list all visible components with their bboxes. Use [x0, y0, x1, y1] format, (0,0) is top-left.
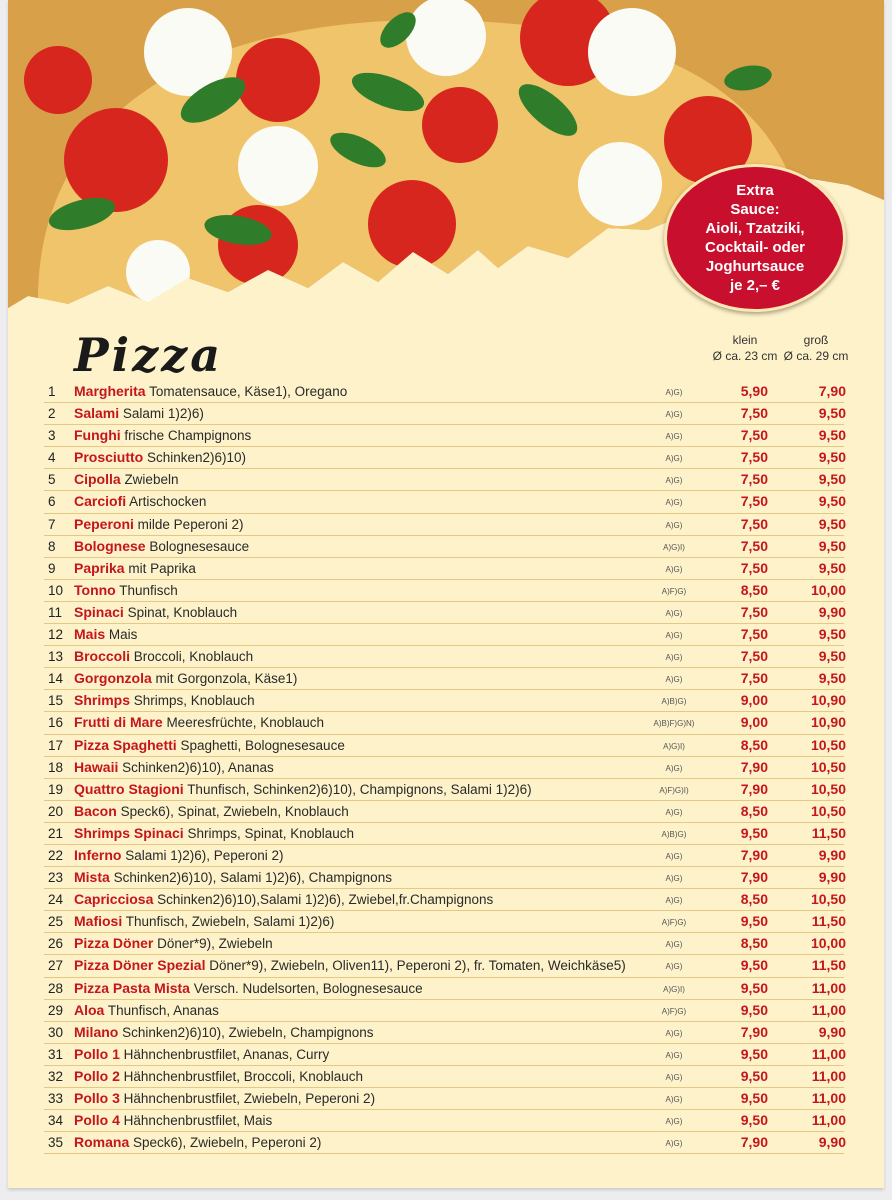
item-allergens: A)G) — [665, 807, 683, 817]
item-description: Thunfisch, Zwiebeln, Salami 1)2)6) — [125, 914, 335, 930]
menu-item-row — [44, 1044, 844, 1066]
price-small: 8,50 — [740, 802, 768, 819]
menu-item-row — [44, 1066, 844, 1088]
item-description: Thunfisch — [119, 582, 178, 598]
price-small: 9,50 — [740, 1001, 768, 1018]
item-number: 27 — [48, 958, 64, 974]
item-description: Schinken2)6)10) — [147, 450, 247, 466]
item-name: Mais — [74, 626, 106, 643]
item-description: mit Gorgonzola, Käse1) — [155, 671, 298, 687]
item-number: 18 — [48, 759, 64, 775]
price-large: 9,90 — [818, 869, 846, 886]
item-name: Bacon — [74, 802, 117, 819]
item-name: Bolognese — [74, 537, 146, 554]
item-allergens: A)G)I) — [663, 542, 685, 552]
price-large: 11,00 — [811, 1067, 846, 1084]
item-title — [74, 646, 253, 667]
item-name: Salami — [74, 405, 120, 422]
item-description: Schinken2)6)10), Ananas — [122, 759, 274, 775]
item-allergens: A)G) — [665, 851, 683, 861]
price-small: 9,00 — [740, 692, 768, 709]
item-allergens: A)B)G) — [661, 697, 687, 707]
price-small: 7,90 — [740, 1023, 768, 1040]
item-description: Spinat, Knoblauch — [127, 604, 238, 620]
menu-item-row — [44, 558, 844, 580]
item-number: 13 — [48, 649, 64, 665]
menu-item-row — [44, 801, 844, 823]
item-description: mit Paprika — [128, 560, 196, 576]
menu-item-row — [44, 757, 844, 779]
price-large: 9,50 — [818, 670, 846, 687]
price-small: 7,50 — [740, 471, 768, 488]
item-description: Thunfisch, Ananas — [107, 1002, 219, 1018]
item-number: 3 — [48, 428, 56, 444]
price-small: 9,50 — [740, 1090, 768, 1106]
item-name: Pizza Döner — [74, 935, 154, 952]
price-small: 7,50 — [740, 427, 768, 444]
item-name: Quattro Stagioni — [74, 780, 184, 797]
item-title — [74, 1110, 272, 1131]
item-name: Inferno — [74, 846, 122, 863]
menu-item-row — [44, 779, 844, 801]
menu-item-row — [44, 978, 844, 1000]
item-name: Margherita — [74, 383, 146, 399]
price-large: 10,50 — [810, 736, 846, 753]
item-title — [74, 933, 273, 954]
item-name: Pizza Döner Spezial — [74, 957, 206, 974]
price-small: 8,50 — [740, 736, 768, 753]
price-large: 10,50 — [810, 758, 846, 775]
price-large: 10,00 — [810, 935, 846, 952]
item-description: Artischocken — [129, 494, 207, 510]
item-description: Hähnchenbrustfilet, Broccoli, Knoblauch — [123, 1068, 364, 1084]
item-description: Döner*9), Zwiebeln, Oliven11), Peperoni 2), fr. Tomaten, Weichkäse5) — [209, 958, 626, 974]
price-large: 11,50 — [811, 824, 846, 841]
price-large: 9,50 — [818, 626, 846, 643]
price-small: 7,90 — [740, 780, 768, 797]
item-number: 23 — [48, 870, 64, 886]
price-small: 7,50 — [740, 493, 768, 510]
price-small: 9,50 — [740, 957, 768, 974]
item-name: Aloa — [74, 1001, 105, 1018]
menu-item-row — [44, 425, 844, 447]
item-allergens: A)G) — [665, 896, 683, 906]
item-description: Meeresfrüchte, Knoblauch — [166, 715, 325, 731]
price-large: 11,00 — [811, 1090, 846, 1106]
item-number: 21 — [48, 825, 64, 841]
price-small: 7,50 — [740, 626, 768, 643]
item-number: 7 — [48, 516, 56, 532]
item-title — [74, 425, 251, 446]
price-small: 7,90 — [740, 846, 768, 863]
item-name: Hawaii — [74, 758, 119, 775]
item-allergens: A)G) — [665, 454, 683, 464]
item-title — [74, 845, 284, 866]
item-title — [74, 757, 274, 778]
item-allergens: A)G) — [665, 1028, 683, 1038]
menu-item-row — [44, 624, 844, 646]
item-number: 4 — [48, 450, 56, 466]
item-name: Carciofi — [74, 493, 127, 510]
menu-item-row — [44, 845, 844, 867]
price-large: 9,90 — [818, 846, 846, 863]
item-description: Döner*9), Zwiebeln — [157, 936, 273, 952]
price-small: 7,90 — [740, 758, 768, 775]
pizza-menu-list — [44, 381, 844, 1154]
price-large: 9,50 — [818, 449, 846, 466]
menu-item-row — [44, 1022, 844, 1044]
item-number: 28 — [48, 980, 64, 996]
item-number: 1 — [48, 384, 56, 399]
price-large: 11,50 — [811, 957, 846, 974]
item-name: Mafiosi — [74, 913, 123, 930]
item-allergens: A)B)G) — [661, 829, 687, 839]
item-number: 26 — [48, 936, 64, 952]
item-name: Capricciosa — [74, 891, 154, 908]
item-number: 31 — [48, 1046, 64, 1062]
extra-sauce-badge — [664, 164, 846, 312]
item-name: Mista — [74, 869, 110, 886]
item-allergens: A)G) — [665, 498, 683, 508]
size-large-label: groß — [803, 333, 829, 347]
item-name: Funghi — [74, 427, 121, 444]
item-name: Prosciutto — [74, 449, 144, 466]
item-number: 33 — [48, 1091, 64, 1106]
item-title — [74, 558, 196, 579]
item-title — [74, 690, 255, 711]
item-name: Broccoli — [74, 648, 131, 665]
price-small: 7,90 — [740, 1134, 768, 1151]
menu-item-row — [44, 602, 844, 624]
item-number: 24 — [48, 892, 64, 908]
item-title — [74, 735, 345, 756]
item-allergens: A)F)G) — [661, 586, 687, 596]
menu-item-row — [44, 933, 844, 955]
item-allergens: A)F)G) — [661, 1006, 687, 1016]
menu-item-row — [44, 735, 844, 757]
menu-item-row — [44, 536, 844, 558]
item-description: Spaghetti, Bolognesesauce — [180, 737, 345, 753]
item-name: Romana — [74, 1134, 130, 1151]
item-allergens: A)G) — [665, 476, 683, 486]
price-large: 9,50 — [818, 405, 846, 422]
size-small-label: klein — [732, 333, 758, 347]
item-name: Milano — [74, 1023, 119, 1040]
menu-item-row — [44, 668, 844, 690]
item-title — [74, 955, 626, 976]
item-description: Schinken2)6)10),Salami 1)2)6), Zwiebel,fr.Champignons — [157, 892, 494, 908]
item-description: Broccoli, Knoblauch — [133, 649, 254, 665]
item-name: Cipolla — [74, 471, 121, 488]
item-description: Bolognesesauce — [149, 538, 250, 554]
item-number: 12 — [48, 627, 64, 643]
item-number: 10 — [48, 582, 64, 598]
item-title — [74, 889, 493, 910]
item-allergens: A)G) — [665, 520, 683, 530]
menu-item-row — [44, 823, 844, 845]
item-name: Pollo 4 — [74, 1112, 120, 1129]
item-title — [74, 1044, 329, 1065]
item-title — [74, 867, 392, 888]
item-name: Pollo 2 — [74, 1067, 120, 1084]
item-title — [74, 469, 178, 490]
menu-item-row — [44, 447, 844, 469]
item-number: 19 — [48, 781, 64, 797]
item-allergens: A)G) — [665, 1095, 683, 1104]
price-large: 9,50 — [818, 559, 846, 576]
item-description: Salami 1)2)6) — [122, 406, 204, 422]
price-large: 9,90 — [818, 603, 846, 620]
item-title — [74, 1088, 375, 1109]
price-large: 9,50 — [818, 493, 846, 510]
item-number: 16 — [48, 715, 64, 731]
price-small: 5,90 — [740, 383, 768, 399]
item-name: Peperoni — [74, 515, 134, 532]
price-large: 10,50 — [810, 780, 846, 797]
item-name: Frutti di Mare — [74, 714, 163, 731]
item-title — [74, 514, 243, 535]
item-name: Pollo 1 — [74, 1045, 120, 1062]
price-large: 11,00 — [811, 1112, 846, 1129]
menu-item-row — [44, 911, 844, 933]
item-title — [74, 1066, 363, 1087]
item-name: Spinaci — [74, 603, 124, 620]
price-small: 9,50 — [740, 979, 768, 996]
item-number: 32 — [48, 1068, 64, 1084]
item-name: Pizza Spaghetti — [74, 736, 177, 753]
item-number: 29 — [48, 1002, 64, 1018]
item-title — [74, 602, 237, 623]
menu-item-row — [44, 580, 844, 602]
item-description: Shrimps, Knoblauch — [133, 693, 255, 709]
menu-item-row — [44, 1000, 844, 1022]
item-description: Tomatensauce, Käse1), Oregano — [149, 384, 348, 399]
item-allergens: A)G) — [665, 1139, 683, 1149]
size-header-small — [705, 332, 785, 364]
menu-item-row — [44, 403, 844, 425]
price-small: 8,50 — [740, 891, 768, 908]
menu-item-row — [44, 514, 844, 536]
size-large-diameter: Ø ca. 29 cm — [783, 349, 849, 363]
menu-item-row — [44, 889, 844, 911]
price-large: 11,50 — [811, 913, 846, 930]
menu-item-row — [44, 1110, 844, 1132]
price-large: 10,90 — [810, 714, 846, 731]
item-description: Hähnchenbrustfilet, Ananas, Curry — [123, 1046, 330, 1062]
menu-item-row — [44, 867, 844, 889]
item-allergens: A)G) — [665, 763, 683, 773]
item-title — [74, 1000, 219, 1021]
price-small: 7,50 — [740, 449, 768, 466]
price-large: 10,90 — [810, 692, 846, 709]
item-allergens: A)G) — [665, 874, 683, 884]
size-small-diameter: Ø ca. 23 cm — [712, 349, 778, 363]
item-name: Shrimps — [74, 692, 131, 709]
menu-item-row — [44, 690, 844, 712]
item-allergens: A)F)G)I) — [659, 785, 689, 795]
item-number: 15 — [48, 693, 64, 709]
price-small: 7,90 — [740, 869, 768, 886]
item-description: Schinken2)6)10), Salami 1)2)6), Champignons — [113, 870, 392, 886]
item-number: 30 — [48, 1024, 64, 1040]
size-header-large — [776, 332, 856, 364]
item-allergens: A)G) — [665, 631, 683, 641]
item-number: 9 — [48, 560, 56, 576]
item-number: 35 — [48, 1135, 64, 1151]
price-small: 7,50 — [740, 515, 768, 532]
price-large: 9,50 — [818, 648, 846, 665]
item-name: Shrimps Spinaci — [74, 824, 184, 841]
item-description: Versch. Nudelsorten, Bolognesesauce — [193, 980, 423, 996]
item-title — [74, 381, 347, 402]
item-description: Shrimps, Spinat, Knoblauch — [187, 825, 355, 841]
item-allergens: A)F)G) — [661, 918, 687, 928]
item-name: Paprika — [74, 559, 125, 576]
item-number: 34 — [48, 1113, 64, 1129]
menu-item-row — [44, 491, 844, 513]
item-title — [74, 712, 324, 733]
item-allergens: A)G) — [665, 388, 683, 397]
menu-page — [8, 0, 884, 1188]
item-number: 2 — [48, 406, 56, 422]
item-number: 14 — [48, 671, 64, 687]
price-small: 7,50 — [740, 603, 768, 620]
item-title — [74, 447, 246, 468]
menu-item-row — [44, 1132, 844, 1154]
item-number: 25 — [48, 914, 64, 930]
price-large: 11,00 — [811, 1045, 846, 1062]
item-name: Tonno — [74, 581, 116, 598]
price-large: 9,90 — [818, 1023, 846, 1040]
price-small: 8,50 — [740, 935, 768, 952]
menu-item-row — [44, 1088, 844, 1110]
item-allergens: A)G) — [665, 1117, 683, 1127]
item-title — [74, 668, 297, 689]
item-description: Zwiebeln — [124, 472, 179, 488]
item-number: 6 — [48, 494, 56, 510]
item-allergens: A)G) — [665, 675, 683, 685]
item-number: 17 — [48, 737, 64, 753]
item-description: Salami 1)2)6), Peperoni 2) — [125, 847, 284, 863]
item-name: Gorgonzola — [74, 670, 152, 687]
item-allergens: A)G) — [665, 564, 683, 574]
item-description: Speck6), Zwiebeln, Peperoni 2) — [133, 1135, 322, 1151]
item-name: Pollo 3 — [74, 1090, 120, 1106]
item-allergens: A)G) — [665, 608, 683, 618]
item-number: 5 — [48, 472, 56, 488]
item-allergens: A)G)I) — [663, 741, 685, 751]
item-title — [74, 580, 178, 601]
price-small: 9,50 — [740, 1112, 768, 1129]
price-large: 10,50 — [810, 891, 846, 908]
extra-sauce-text: Extra Sauce: Aioli, Tzatziki, Cocktail- oder Joghurtsauce je 2,– € — [704, 182, 806, 294]
item-title — [74, 624, 137, 645]
item-allergens: A)G) — [665, 653, 683, 663]
price-small: 7,50 — [740, 405, 768, 422]
item-description: Speck6), Spinat, Zwiebeln, Knoblauch — [120, 803, 349, 819]
item-title — [74, 823, 354, 844]
price-large: 11,00 — [811, 1001, 846, 1018]
item-allergens: A)G) — [665, 1072, 683, 1082]
item-allergens: A)G) — [665, 410, 683, 420]
price-small: 7,50 — [740, 670, 768, 687]
item-title — [74, 779, 532, 800]
item-description: Hähnchenbrustfilet, Mais — [123, 1113, 273, 1129]
item-allergens: A)G) — [665, 432, 683, 442]
price-small: 9,50 — [740, 913, 768, 930]
item-number: 8 — [48, 538, 56, 554]
price-large: 9,50 — [818, 427, 846, 444]
price-large: 9,50 — [818, 515, 846, 532]
item-title — [74, 403, 204, 424]
price-large: 9,50 — [818, 471, 846, 488]
item-name: Pizza Pasta Mista — [74, 979, 190, 996]
price-large: 10,00 — [810, 581, 846, 598]
price-large: 10,50 — [810, 802, 846, 819]
item-title — [74, 801, 349, 822]
item-number: 22 — [48, 847, 64, 863]
item-title — [74, 1022, 374, 1043]
item-description: Mais — [108, 627, 138, 643]
menu-item-row — [44, 712, 844, 734]
price-small: 8,50 — [740, 581, 768, 598]
price-small: 9,00 — [740, 714, 768, 731]
price-large: 9,90 — [818, 1134, 846, 1151]
price-large: 9,50 — [818, 537, 846, 554]
item-number: 20 — [48, 803, 64, 819]
item-title — [74, 491, 206, 512]
item-allergens: A)B)F)G)N) — [653, 719, 695, 729]
price-large: 11,00 — [811, 979, 846, 996]
item-allergens: A)G)I) — [663, 984, 685, 994]
item-title — [74, 536, 249, 557]
item-allergens: A)G) — [665, 962, 683, 972]
item-description: frische Champignons — [124, 428, 252, 444]
page-title: Pizza — [74, 328, 224, 382]
item-description: milde Peperoni 2) — [137, 516, 244, 532]
item-description: Thunfisch, Schinken2)6)10), Champignons, Salami 1)2)6) — [187, 781, 532, 797]
menu-item-row — [44, 469, 844, 491]
menu-item-row — [44, 646, 844, 668]
price-small: 9,50 — [740, 1045, 768, 1062]
item-title — [74, 1132, 321, 1153]
item-title — [74, 911, 334, 932]
price-small: 7,50 — [740, 648, 768, 665]
item-description: Schinken2)6)10), Zwiebeln, Champignons — [122, 1024, 374, 1040]
price-small: 7,50 — [740, 537, 768, 554]
item-allergens: A)G) — [665, 1050, 683, 1060]
item-allergens: A)G) — [665, 940, 683, 950]
price-large: 7,90 — [818, 383, 846, 399]
price-small: 7,50 — [740, 559, 768, 576]
menu-item-row — [44, 381, 844, 403]
item-title — [74, 978, 423, 999]
price-small: 9,50 — [740, 824, 768, 841]
price-small: 9,50 — [740, 1067, 768, 1084]
menu-item-row — [44, 955, 844, 977]
item-description: Hähnchenbrustfilet, Zwiebeln, Peperoni 2) — [123, 1091, 376, 1106]
item-number: 11 — [48, 604, 63, 620]
